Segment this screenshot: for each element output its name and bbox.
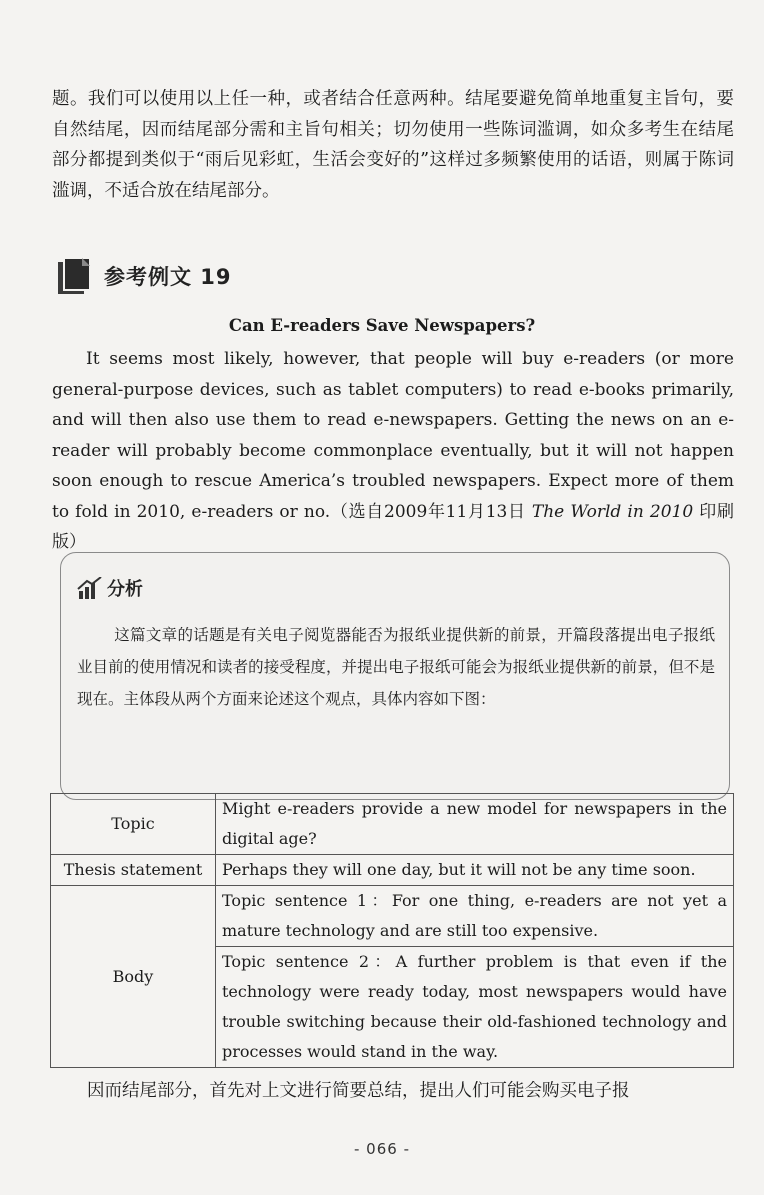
document-icon xyxy=(56,256,94,296)
analysis-text: 这篇文章的话题是有关电子阅览器能否为报纸业提供新的前景，开篇段落提出电子报纸业目前的使用情况和读者的接受程度，并提出电子报纸可能会为报纸业提供新的前景，但不是现在。主体段从两个方面来论述这个观点，具体内容如下图： xyxy=(77,626,715,708)
outline-table xyxy=(50,793,734,1068)
section-title: 参考例文 19 xyxy=(104,265,232,289)
page-number: - 066 - xyxy=(354,1140,410,1158)
analysis-heading xyxy=(77,575,143,601)
table-row-topic xyxy=(51,794,734,855)
thesis-label: Thesis statement xyxy=(51,855,216,886)
article-title: Can E-readers Save Newspapers? xyxy=(228,316,536,335)
bar-chart-icon xyxy=(77,577,103,599)
body-sentence-2: Topic sentence 2：A further problem is that even if the technology were ready today, most newspapers would have trouble switching because their old-fashioned technology and processes would stand in the way. xyxy=(216,947,734,1068)
analysis-title: 分析 xyxy=(107,579,143,600)
article-source-title: The World in 2010 xyxy=(531,501,694,522)
paragraph-top: 题。我们可以使用以上任一种，或者结合任意两种。结尾要避免简单地重复主旨句，要自然结尾，因而结尾部分需和主旨句相关；切勿使用一些陈词滥调，如众多考生在结尾部分都提到类似于“雨后见彩虹，生活会变好的”这样过多频繁使用的话语，则属于陈词滥调，不适合放在结尾部分。 xyxy=(52,89,734,201)
section-heading xyxy=(56,254,232,298)
article-body-text: It seems most likely, however, that people will buy e-readers (or more general-purpose devices, such as tablet computers) to read e-books primarily, and will then also use them to read e-newspapers. Getting the news on an e-reader will probably become commonplace eventually, but it will not happen soon enough to rescue America’s troubled newspapers. Expect more of them to fold in 2010, e-readers or no. xyxy=(52,349,734,522)
table-row-body-1 xyxy=(51,886,734,947)
article-source-suffix: 印刷版） xyxy=(52,501,734,552)
article-body xyxy=(52,344,734,558)
table-row-thesis xyxy=(51,855,734,886)
body-label: Body xyxy=(51,886,216,1068)
analysis-box xyxy=(60,552,730,800)
topic-text: Might e-readers provide a new model for newspapers in the digital age? xyxy=(216,794,734,855)
topic-label: Topic xyxy=(51,794,216,855)
thesis-text: Perhaps they will one day, but it will not be any time soon. xyxy=(216,855,734,886)
paragraph-bottom: 因而结尾部分，首先对上文进行简要总结，提出人们可能会购买电子报 xyxy=(87,1081,630,1101)
body-sentence-1: Topic sentence 1：For one thing, e-readers are not yet a mature technology and are still too expensive. xyxy=(216,886,734,947)
article-source-prefix: （选自2009年11月13日 xyxy=(330,501,532,522)
